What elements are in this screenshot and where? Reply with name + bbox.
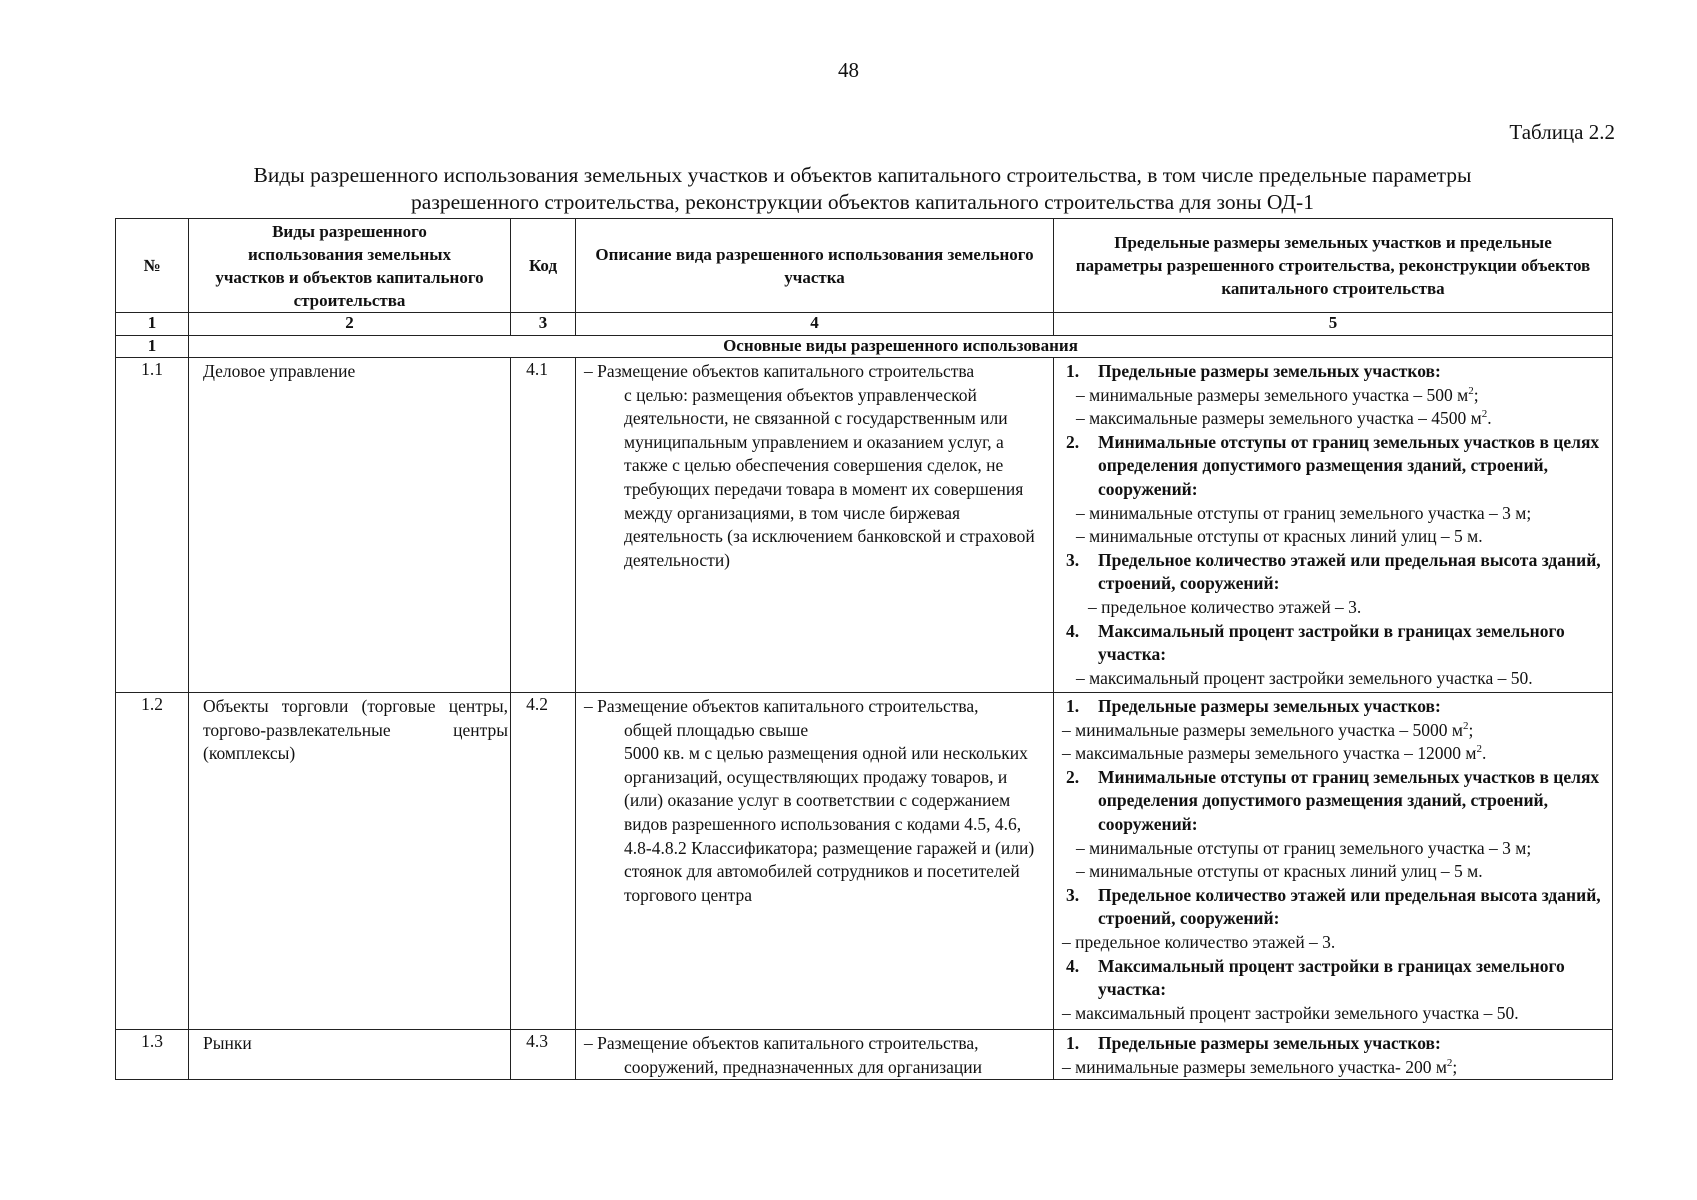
column-number: 5: [1054, 313, 1613, 336]
description-first-line: – Размещение объектов капитального строительства,: [584, 1033, 979, 1053]
param-item: – минимальные размеры земельного участка – 5000 $м^2$;: [1062, 719, 1474, 740]
row-parameters: [1054, 1030, 1613, 1080]
param-heading: 2. Минимальные отступы от границ земельных участков в целях определения допустимого размещения зданий, строений, сооружений:: [1066, 431, 1600, 499]
param-item: – предельное количество этажей – 3.: [1088, 596, 1362, 617]
row-description: [576, 1030, 1054, 1080]
row-use-name: Рынки: [189, 1030, 511, 1080]
description-first-line: – Размещение объектов капитального строительства: [584, 361, 975, 381]
description-text: 5000 кв. м с целью размещения одной или нескольких организаций, осуществляющих продажу товаров, и (или) оказание услуг в соответствии с содержанием видов разрешенного использования с кодами 4.5, 4.6, 4.8-4.8.2 Классификатора; размещение гаражей и (или) стоянок для автомобилей сотрудников и посетителей торгового центра: [624, 743, 1035, 905]
description-text: общей площадью свыше: [624, 719, 809, 740]
section-row: [116, 336, 1613, 358]
param-heading: 3. Предельное количество этажей или предельная высота зданий, строений, сооружений:: [1066, 884, 1601, 929]
header-code: Код: [511, 219, 576, 313]
param-item: – минимальные размеры земельного участка- 200 $м^2$;: [1062, 1056, 1458, 1077]
page-number: 48: [838, 58, 859, 82]
land-use-table: [115, 218, 1613, 1080]
row-description: [576, 693, 1054, 1030]
table-caption: [130, 162, 1595, 216]
description-text: сооружений, предназначенных для организации: [624, 1056, 983, 1077]
table-row: [116, 1030, 1613, 1080]
table-row: [116, 693, 1613, 1030]
table-header-row: [116, 219, 1613, 313]
column-number: 2: [189, 313, 511, 336]
param-heading: 1. Предельные размеры земельных участков:: [1066, 361, 1441, 381]
description-text: с целью: размещения объектов управленческой деятельности, не связанной с государственным или муниципальным управлением и оказанием услуг, а также с целью обеспечения совершения сделок, не требующих передачи товара в момент их совершения между организациями, в том числе биржевая деятельность (за исключением банковской и страховой деятельности): [624, 384, 1035, 570]
row-parameters: [1054, 693, 1613, 1030]
column-number: 3: [511, 313, 576, 336]
param-item: – минимальные размеры земельного участка – 500 $м^2$;: [1076, 384, 1479, 405]
param-item: – максимальный процент застройки земельного участка – 50.: [1076, 667, 1533, 688]
column-number-row: [116, 313, 1613, 336]
section-number: 1: [116, 336, 189, 358]
table-label: Таблица 2.2: [1509, 120, 1615, 144]
param-item: – максимальные размеры земельного участка – 4500 $м^2$.: [1076, 408, 1492, 429]
header-name: Виды разрешенного использования земельных участков и объектов капитального строительства: [189, 219, 511, 313]
row-parameters: [1054, 358, 1613, 693]
param-item: – минимальные отступы от границ земельного участка – 3 м;: [1076, 837, 1532, 858]
column-number: 1: [116, 313, 189, 336]
header-num: №: [116, 219, 189, 313]
param-item: – минимальные отступы от границ земельного участка – 3 м;: [1076, 502, 1532, 523]
header-params: Предельные размеры земельных участков и предельные параметры разрешенного строительства, реконструкции объектов капитального строительства: [1054, 219, 1613, 313]
param-heading: 1. Предельные размеры земельных участков:: [1066, 1033, 1441, 1053]
row-code: 4.1: [511, 358, 576, 693]
param-item: – минимальные отступы от красных линий улиц – 5 м.: [1076, 861, 1483, 882]
param-item: – максимальный процент застройки земельного участка – 50.: [1062, 1002, 1519, 1023]
row-code: 4.3: [511, 1030, 576, 1080]
section-title: Основные виды разрешенного использования: [189, 336, 1613, 358]
param-item: – максимальные размеры земельного участка – 12000 $м^2$.: [1062, 743, 1487, 764]
row-use-name: Деловое управление: [189, 358, 511, 693]
row-number: 1.2: [116, 693, 189, 1030]
param-heading: 4. Максимальный процент застройки в границах земельного участка:: [1066, 620, 1565, 665]
param-item: – предельное количество этажей – 3.: [1062, 931, 1336, 952]
column-number: 4: [576, 313, 1054, 336]
param-heading: 4. Максимальный процент застройки в границах земельного участка:: [1066, 955, 1565, 1000]
param-item: – минимальные отступы от красных линий улиц – 5 м.: [1076, 526, 1483, 547]
row-code: 4.2: [511, 693, 576, 1030]
caption-line-2: разрешенного строительства, реконструкции объектов капитального строительства для зоны ОД-1: [411, 190, 1314, 214]
param-heading: 3. Предельное количество этажей или предельная высота зданий, строений, сооружений:: [1066, 549, 1601, 594]
row-number: 1.3: [116, 1030, 189, 1080]
description-first-line: – Размещение объектов капитального строительства,: [584, 696, 979, 716]
param-heading: 1. Предельные размеры земельных участков:: [1066, 696, 1441, 716]
table-row: [116, 358, 1613, 693]
header-desc: Описание вида разрешенного использования земельного участка: [576, 219, 1054, 313]
row-number: 1.1: [116, 358, 189, 693]
caption-line-1: Виды разрешенного использования земельных участков и объектов капитального строительства, в том числе предельные параметры: [253, 163, 1472, 187]
row-use-name: Объекты торговли (торговые центры, торгово-развлекательные центры (комплексы): [189, 693, 511, 1030]
param-heading: 2. Минимальные отступы от границ земельных участков в целях определения допустимого размещения зданий, строений, сооружений:: [1066, 766, 1600, 834]
row-description: [576, 358, 1054, 693]
